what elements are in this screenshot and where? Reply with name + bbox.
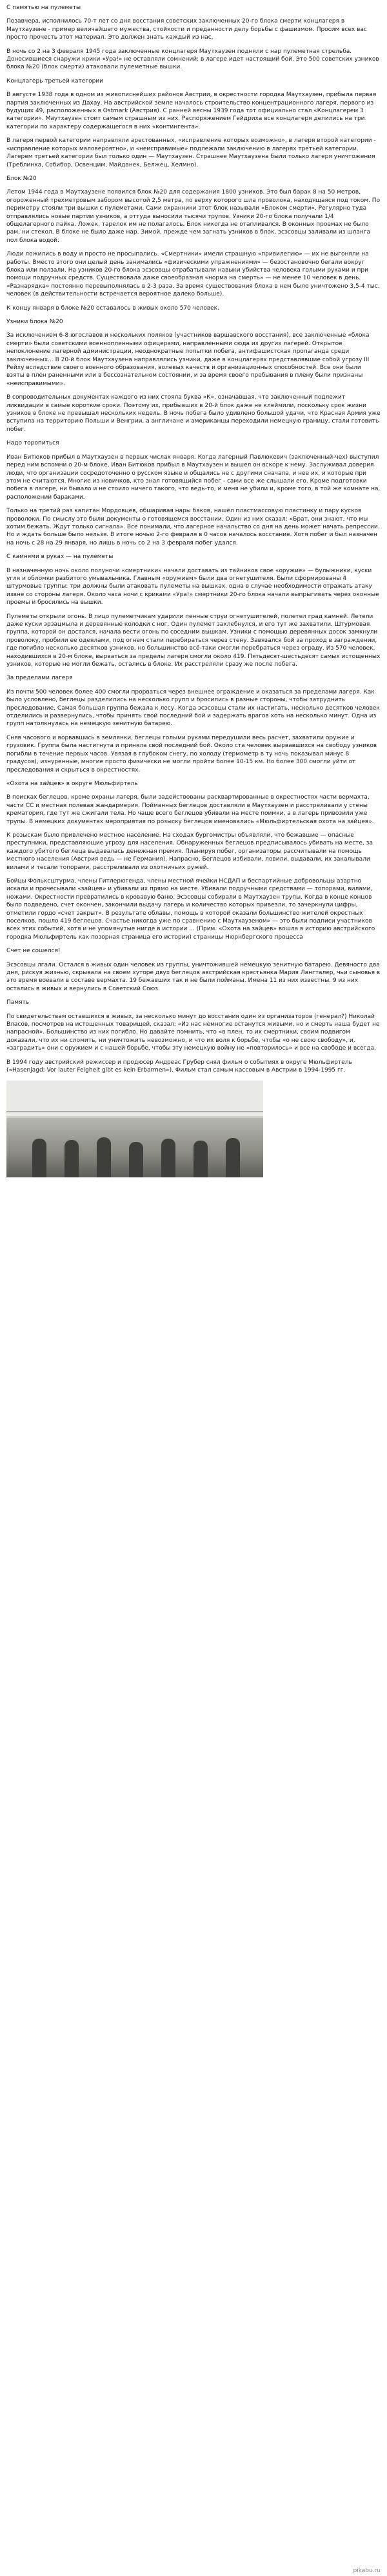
paragraph: К розыскам было привлечено местное население. На сходах бургомистры объявляли, что бежавшие — опасные преступники, представляющие угрозу для населения. Обнаруженных беглецов предписывалось убивать на месте, за каждого убитого беглеца выдавалась денежная премия. Планируя побег, организаторы рассчитывали на помощь местного населения (Австрия ведь — не Германия). Напрасно. Беглецов избивали, ловили, выдавали, их закалывали вилами и тесали топорами, расстреливали из охотничьих ружей. [6,832,373,871]
paragraph: В 1994 году австрийский режиссер и продюсер Андреас Грубер снял фильм о событиях в округе Мюльфиртель («Hasenjagd: Vor lauter Feigheit gibt es kein Erbarmen»). Фильм стал самым кассовым в Австрии в 1994-1995 гг. [6,1059,352,1074]
paragraph: В сопроводительных документах каждого из них стояла буква «К», означавшая, что заключенный подлежит ликвидации в самые короткие сроки. Поэтому их, прибывших в 20-й блок даже не клеймили, поскольку срок жизни узников в блоке не превышал нескольких недель. В ночь побега было удивлено большой удачи, что Красная Армия уже вступила на территорию Польши и Венгрии, а англичане и американцы переходили немецкую границу, стали готовить побег. [6,394,381,433]
photo-figure [161,1139,175,1177]
paragraph: За исключением 6-8 югославов и нескольких поляков (участников варшавского восстания), все заключенные «блока смерти» были советскими военнопленными офицерами, направленными сюда из других лагерей. Открытое непоклонение лагерной администрации, неоднократные попытки побега, антифашистская пропаганда среди заключенных... В 20-й блок Маутхаузена направлялись узники, даже в концлагерях представлявшие собой угрозу III Рейху вследствие своего военного образования, волевых качеств и организационных способностей. Все они были взяты в плен раненными или в бессознательном состоянии, и за время своего пребывания в плену были признаны «неисправимыми». [6,332,370,387]
photo-figure [129,1142,143,1177]
paragraph: В назначенную ночь около полуночи «смертники» начали доставать из тайников свое «оружие» — булыжники, куски угля и обломки разбитого умывальника. Главным «оружием» были два огнетушителя. Были сформированы 4 штурмовые группы: три должны были атаковать пулеметы на вышках, одна в случае необходимости отражать атаку извне со стороны лагеря. Около часа ночи с криками «Ура!» смертники 20-го блока начали выпрыгивать через оконные проемы и бросились на вышки. [6,567,379,606]
paragraph: Только на третий раз капитан Мордовцев, обшаривая нары баков, нашёл пластмассовую пластинку и пару кусков проволоки. По смыслу это были документы о готовящемся восстании. Один из них сказал: «Брат, они знают, что мы хотим бежать. Ждут только сигнала». Все понимали, что лагерное начальство со дня на день может начать репрессии. Но и ждать больше было нельзя. В итоге ночью 2-го февраля в 0 часов началось восстание. Хотя побег и был назначен на ночь с 28 на 29 января, но лишь в ночь со 2 на 3 февраля побег удался. [6,508,380,546]
article-title: С памятью на пулеметы [6,5,81,11]
paragraph: Летом 1944 года в Маутхаузене появился блок №20 для содержания 1800 узников. Это был барак 8 на 50 метров, огороженный трехметровым забором высотой 2,5 метра, по верху которого шла проволока, находящаяся под током. По периметру стояли три вышки с пулеметами. Сами охранники этот блок называли «Блоком смерти». Регулярно туда отправлялись новые партии узников, а оттуда выносили тысячи трупов. Узники 20-го блока получали 1/4 общелагерного пайка. Ложек, тарелок им не полагалось. Блок никогда не отапливался. В оконных проемах не было рам, ни стекол. В блоке не было даже нар. Зимой, прежде чем загнать узников в блок, эсэсовцы заливали из шланга пол блока водой. [6,189,381,244]
section-heading: С камнями в руках — на пулеметы [6,554,114,561]
photo-sky [6,1081,263,1116]
paragraph: К концу января в блоке №20 оставалось в живых около 570 человек. [6,305,219,312]
section-heading: За пределами лагеря [6,675,73,682]
paragraph: Иван Битюков прибыл в Маутхаузен в первых числах января. Когда лагерный Павлюкевич (заключенный-чех) выступил перед ним вспомни о 20-м блоке, Иван Битюков прибыл в Маутхаузен и вышел он вскоре к нему. Заслуживал доверия люди, что организации сосредоточенно о русском языке и общались не с другими сначала, и нее их, и которые при этом не считаются. Многие из новичков, кто знал готовящийся побег - сами все же слышали его. Кроме подготовки побега в лагере, ни бывало и не стоило ничего такого, что ведь-то, и меня не убили и, кроме того, в той же комнате на, расположении бараками. [6,454,381,501]
paragraph: Бойцы Фольксштурма, члены Гитлерюгенда, члены местной ячейки НСДАП и беспартийные добровольцы азартно искали и прочесывали «зайцев» и убивали их прямо на месте. Убивали подручными средствами — топорами, вилами, ножами. Окрестности превратились в кровавую баню. Эсэсовцы собирали в Маутхаузен трупы. Когда в конце концов было подведено, счет окончен, закончили выдачу лагерь и количество которых привезли, то зачеркнули цифры, отметили гордо «счет закрыт». В результате облавы, помощь в которой оказали большинство жителей окрестных поселков, пошло 419 беглецов. Счастье никогда уже по сравнению с Маутхаузеном» — это были подписи участников всех этих событий, хотя и не упомянутые нигде в истории ... (Прим. «Охота на зайцев» вошла в историю австрийского городка Мюльфиртель как позорная страница его истории) страницы Нюрнбергского процесса [6,877,375,941]
photo-figure [32,1139,46,1177]
paragraph: В поисках беглецов, кроме охраны лагеря, были задействованы расквартированные в окрестностях части вермахта, части СС и местная полевая жандармерия. Пойманных беглецов доставляли в Маутхаузен и расстреливали у стены крематория, где тут же сжигали тела. Но чаще всего беглецов убивали на месте поимки, а в лагерь привозили уже трупы. В немецких документах мероприятия по розыску беглецов именовались «Мюльфиртельская охота на зайцев». [6,794,374,825]
paragraph: Позавчера, исполнилось 70-т лет со дня восстания советских заключенных 20-го блока смерти концлагеря в Маутхаузене - пример величайшего мужества, стойкости и преданности делу борьбы с фашизмом. Просим всех вас просто прочесть этот материал. Это должен знать каждый из нас. [6,18,367,41]
page-footer [0,2566,387,2576]
memorial-photo [6,1081,263,1177]
section-heading: Память [6,999,30,1006]
photo-figure [194,1141,208,1177]
paragraph: Из почти 500 человек более 400 смогли прорваться через внешнее ограждение и оказаться за пределами лагеря. Как было условлено, беглецы разделились на несколько групп и бросились в разные стороны, чтобы затруднить преследование. Самая большая группа бежала к лесу. Когда эсэсовцы стали их настигать, несколько десятков человек отделились и развернулись, чтобы принять свой последний бой и задержать врагов хоть на несколько минут. Одна из групп натолкнулась на немецкую зенитную батарею. [6,688,380,728]
section-heading: Концлагерь третьей категории [6,77,103,85]
paragraph: В лагеря первой категории направляли арестованных, «исправление которых возможно», в лагеря второй категории - «исправление которых маловероятно», и «неисправимые» подлежали заключению в лагерях третьей категории. Лагерем третьей категории был только один — Маутхаузен. Страшнее Маутхаузена были только лагеря уничтожения (Треблинка, Собибор, Освенцим, Майданек, Белжец, Хелмно). [6,137,376,168]
article [0,0,387,1177]
photo-figure [226,1138,240,1177]
section-heading: Узники блока №20 [6,319,63,325]
photo-figure [64,1140,79,1177]
paragraph: По свидетельствам оставшихся в живых, за несколько минут до восстания один из организаторов (генерал?) Николай Власов, посмотрев на истощенных товарищей, сказал: «Из нас немногие останутся живыми, но и смерть наша будет не напрасной». Большинство из них погибло. Но давайте помнить, что «в плен, то их смертники, своим подвигом доказали, что их ни сломить, ни уничтожить невозможно, и что их воля к борьбе, чтобы «о не свою свободу», и, «заградить» они с оружием и с нашей борьбе, чтобы эту немецкую войну не «повторилось» и все на свободе и всегда. [6,1013,380,1052]
paragraph: В августе 1938 года в одном из живописнейших районов Австрии, в окрестности городка Маутхаузен, прибыла первая партия заключенных из Дахау. На австрийской земле началось строительство концентрационного лагеря, первого из будущих 49, расположенных в Ostmark (Австрия). С ранней весны 1939 года тот официально стал «Концлагерем 3 категории». Маутхаузен стоит самым страшным из них. Распоряжением Гейдриха все концлагеря делились на три категории по характеру содержащегося в них «контингента». [6,92,377,130]
paragraph: Люди ложились в воду и просто не просыпались. «Смертники» имели страшную «привилегию» — их не выгоняли на работы. Вместо этого они целый день занимались «физическими упражнениями» — безостановочно бегали вокруг блока или ползали. На узников 20-го блока эсэсовцы отрабатывали навыки убийства человека голыми руками и при помощи подручных средств. Существовала даже своеобразная «норма на смерть» — не менее 10 человек в день. «Разнарядка» постоянно перевыполнялась в 2-3 раза. За время существования блока в нем было уничтожено 3,5-4 тыс. человек (в действительности встречается вероятное далеко больше). [6,251,380,298]
section-heading: Надо торопиться [6,440,59,447]
section-heading: «Охота на зайцев» в округе Мюльфиртель [6,780,138,787]
source-watermark[interactable]: pikabu.ru [353,2568,381,2574]
section-heading: Счет не сошелся! [6,948,61,955]
section-heading: Блок №20 [6,175,37,182]
paragraph: Эсэсовцы лгали. Остался в живых один человек из группы, уничтожившей немецкую зенитную батарею. Девяносто два дня, рискуя жизнью, скрывала на своем хуторе двух беглецов австрийская крестьянка Мария Лангталер, чьи сыновья в это время воевали в составе вермахта. 19 бежавших так и не были пойманы. Имена 11 из них известны. 9 из них остались в живых и вернулись в Советский Союз. [6,961,381,992]
paragraph: Пулеметы открыли огонь. В лицо пулеметчикам ударили пенные струи огнетушителей, полетел град камней. Летели даже куски эрзацмыла и деревянные колодки с ног. Один пулемет захлебнулся, и его тут же захватили. Штурмовая группа, которой он достался, начала вести огонь по соседним вышкам. Узники с помощью деревянных досок замкнули проволоку, пробили ее одеялами, под огнем стали перебираться через стену. Завязался бой за проход в заграждении, где погибло несколько десятков узников, но большинство всё-таки смогли перебраться через ограду. Из 570 человек, находившихся в 20-м блоке, вырваться за пределы лагеря смогли около 419. Пятьдесят-шестьдесят самых истощенных узников, которые не могли бежать, остались в блоке. Их расстреляли сразу же после побега. [6,613,381,668]
photo-figure [97,1137,111,1177]
paragraph: В ночь со 2 на 3 февраля 1945 года заключенные концлагеря Маутхаузен подняли с нар пулеметная стрельба. Доносившиеся снаружи крики «Ура!» не оставляли сомнений: в лагере идет настоящий бой. Это 500 советских узников блока №20 (блок смерти) атаковали пулеметные вышки. [6,48,379,71]
paragraph: Сняв часового и ворвавшись в землянки, беглецы голыми руками передушили весь расчет, захватили оружие и грузовик. Группа была настигнута и приняла свой последний бой. Около ста человек вырвавшихся на свободу узников погибли в течение первых часов. Увязая в глубоком снегу, по холоду (термометр в ту ночь показывал минус 8 градусов), изнуренные, многие просто физически не могли пройти более 10-15 км. Но более 300 смогли уйти от преследования и скрыться в окрестностях. [6,734,377,774]
